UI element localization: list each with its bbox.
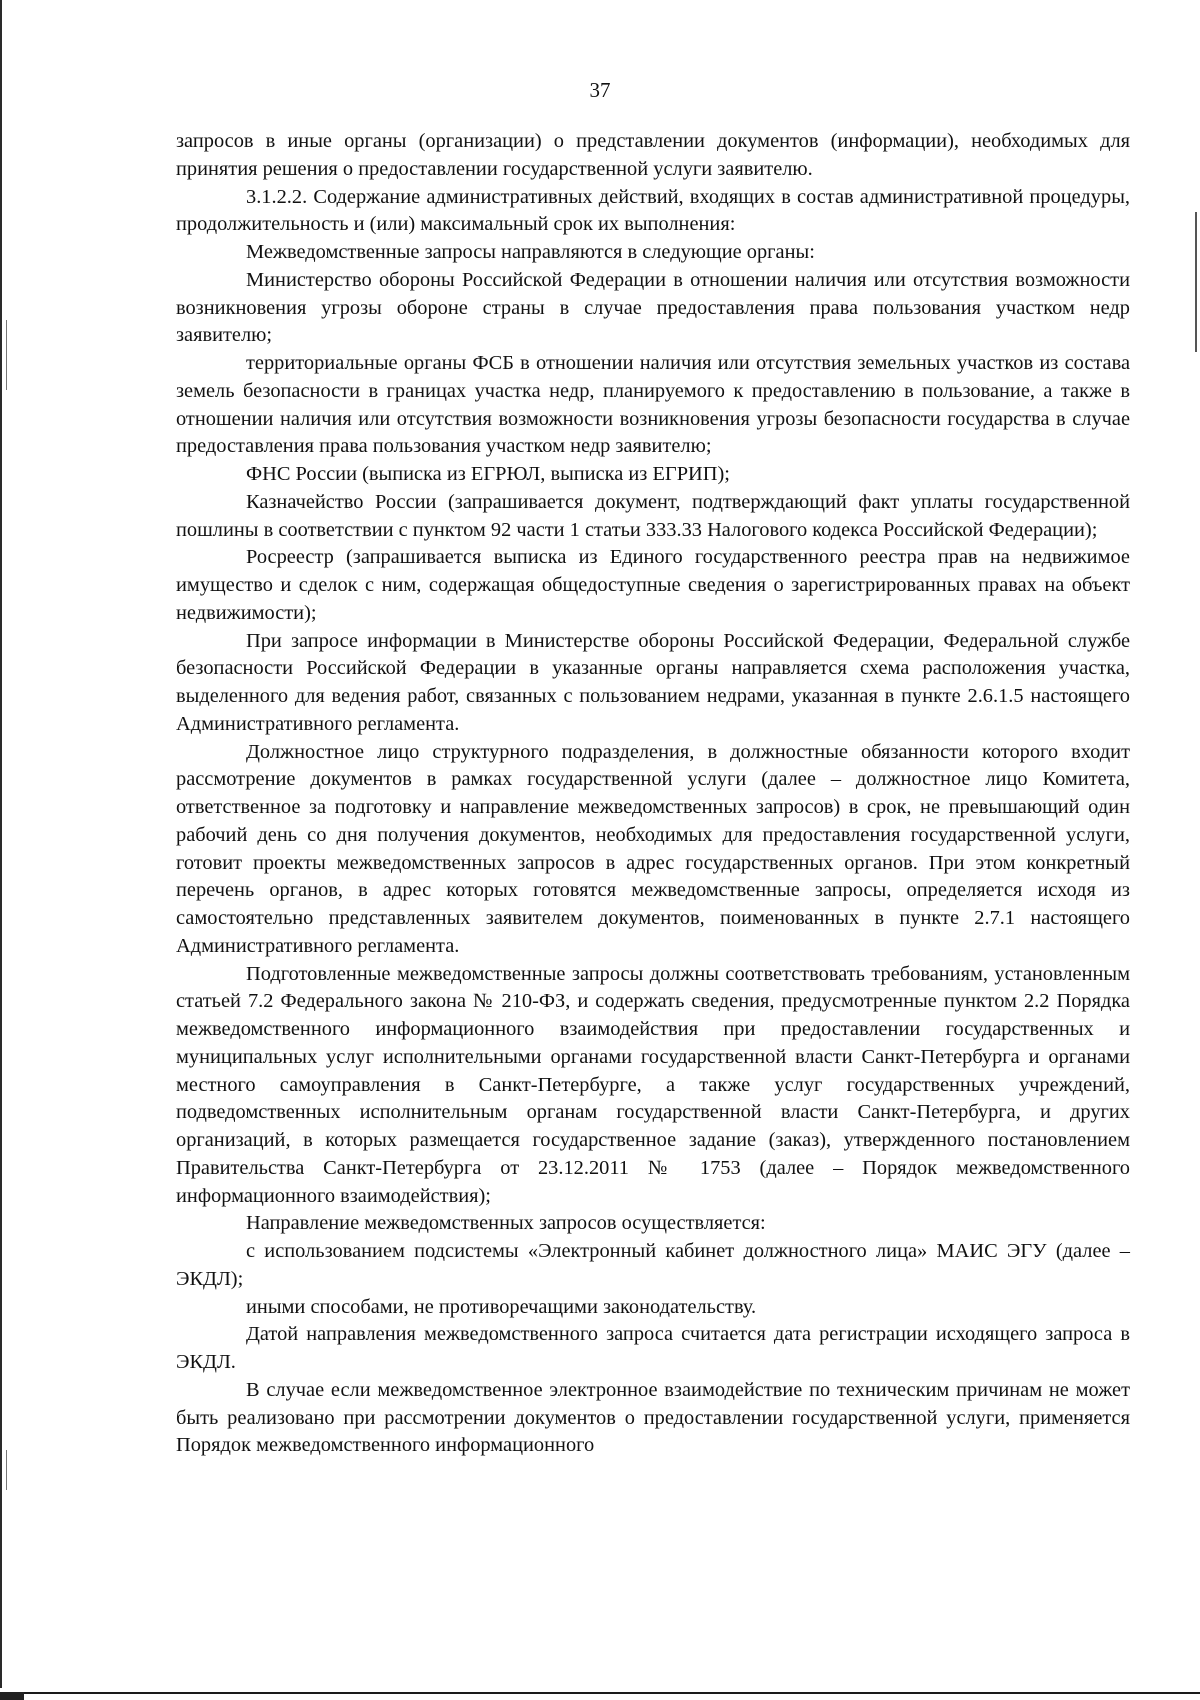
paragraph-treasury: Казначейство России (запрашивается документ, подтверждающий факт уплаты государственной пошлины в соответствии с пунктом 92 части 1 статьи 333.33 Налогового кодекса Российской Федерации);: [176, 490, 1130, 541]
paragraph-section-3-1-2-2: 3.1.2.2. Содержание административных действий, входящих в состав административной процедуры, продолжительность и (или) максимальный срок их выполнения:: [176, 185, 1130, 236]
scan-artifact: [6, 320, 7, 390]
paragraph-technical-reasons: В случае если межведомственное электронное взаимодействие по техническим причинам не может быть реализовано при рассмотрении документов о предоставлении государственной услуги, применяется Порядок межведомственного информационного: [176, 1378, 1130, 1457]
paragraph-requirements: Подготовленные межведомственные запросы должны соответствовать требованиям, установленным статьей 7.2 Федерального закона № 210-ФЗ, и содержать сведения, предусмотренные пунктом 2.2 Порядка межведомственного информационного взаимодействия при предоставлении государственных и муниципальных услуг исполнительными органами государственной власти Санкт-Петербурга и органами местного самоуправления в Санкт-Петербурге, а также услуг государственных учреждений, подведомственных исполнительным органам государственной власти Санкт-Петербурга, и других организаций, в которых размещается государственное задание (заказ), утвержденного постановлением Правительства Санкт-Петербурга от 23.12.2011 № 1753 (далее – Порядок межведомственного информационного взаимодействия);: [176, 962, 1130, 1207]
paragraph-request-date: Датой направления межведомственного запроса считается дата регистрации исходящего запроса в ЭКДЛ.: [176, 1323, 1130, 1373]
paragraph-fns: ФНС России (выписка из ЕГРЮЛ, выписка из ЕГРИП);: [246, 463, 730, 485]
scan-artifact: [6, 1450, 7, 1490]
paragraph-ministry-defense: Министерство обороны Российской Федерации в отношении наличия или отсутствия возможности возникновения угрозы обороне страны в случае предоставления права пользования участком недр заявителю;: [176, 268, 1130, 347]
paragraph-ekdl: с использованием подсистемы «Электронный кабинет должностного лица» МАИС ЭГУ (далее – ЭКДЛ);: [176, 1240, 1130, 1290]
document-body: [176, 128, 1130, 1460]
scan-corner-artifact: [0, 1692, 24, 1700]
paragraph-request-scheme: При запросе информации в Министерстве обороны Российской Федерации, Федеральной службе безопасности Российской Федерации в указанные органы направляется схема расположения участка, выделенного для ведения работ, связанных с пользованием недрами, указанная в пункте 2.6.1.5 настоящего Административного регламента.: [176, 629, 1130, 735]
scan-bottom-edge: [0, 1688, 1200, 1700]
scan-bottom-line: [20, 1692, 1200, 1694]
paragraph-rosreestr: Росреестр (запрашивается выписка из Единого государственного реестра прав на недвижимое имущество и сделок с ним, содержащая общедоступные сведения о зарегистрированных правах на объект недвижимости);: [176, 546, 1130, 624]
paragraph-continuation: запросов в иные органы (организации) о представлении документов (информации), необходимых для принятия решения о предоставлении государственной услуги заявителю.: [176, 130, 1130, 180]
paragraph-requests-intro: Межведомственные запросы направляются в следующие органы:: [246, 241, 815, 263]
scan-left-edge: [0, 0, 2, 1700]
paragraph-fsb: территориальные органы ФСБ в отношении наличия или отсутствия земельных участков из состава земель безопасности в границах участка недр, планируемого к предоставлению в пользование, а также в отношении наличия или отсутствия возможности возникновения угрозы безопасности государства в случае предоставления права пользования участком недр заявителю;: [176, 352, 1130, 458]
paragraph-sending-methods: Направление межведомственных запросов осуществляется:: [246, 1212, 766, 1235]
scan-right-edge-mark: [1195, 212, 1197, 352]
paragraph-other-methods: иными способами, не противоречащими законодательству.: [246, 1295, 757, 1318]
paragraph-official: Должностное лицо структурного подразделения, в должностные обязанности которого входит рассмотрение документов в рамках государственной услуги (далее – должностное лицо Комитета, ответственное за подготовку и направление межведомственных запросов) в срок, не превышающий один рабочий день со дня получения документов, необходимых для предоставления государственной услуги, готовит проекты межведомственных запросов в адрес государственных органов. При этом конкретный перечень органов, в адрес которых готовятся межведомственные запросы, определяется исходя из самостоятельно представленных заявителем документов, поименованных в пункте 2.7.1 настоящего Административного регламента.: [176, 740, 1130, 957]
page-number: 37: [589, 78, 611, 102]
